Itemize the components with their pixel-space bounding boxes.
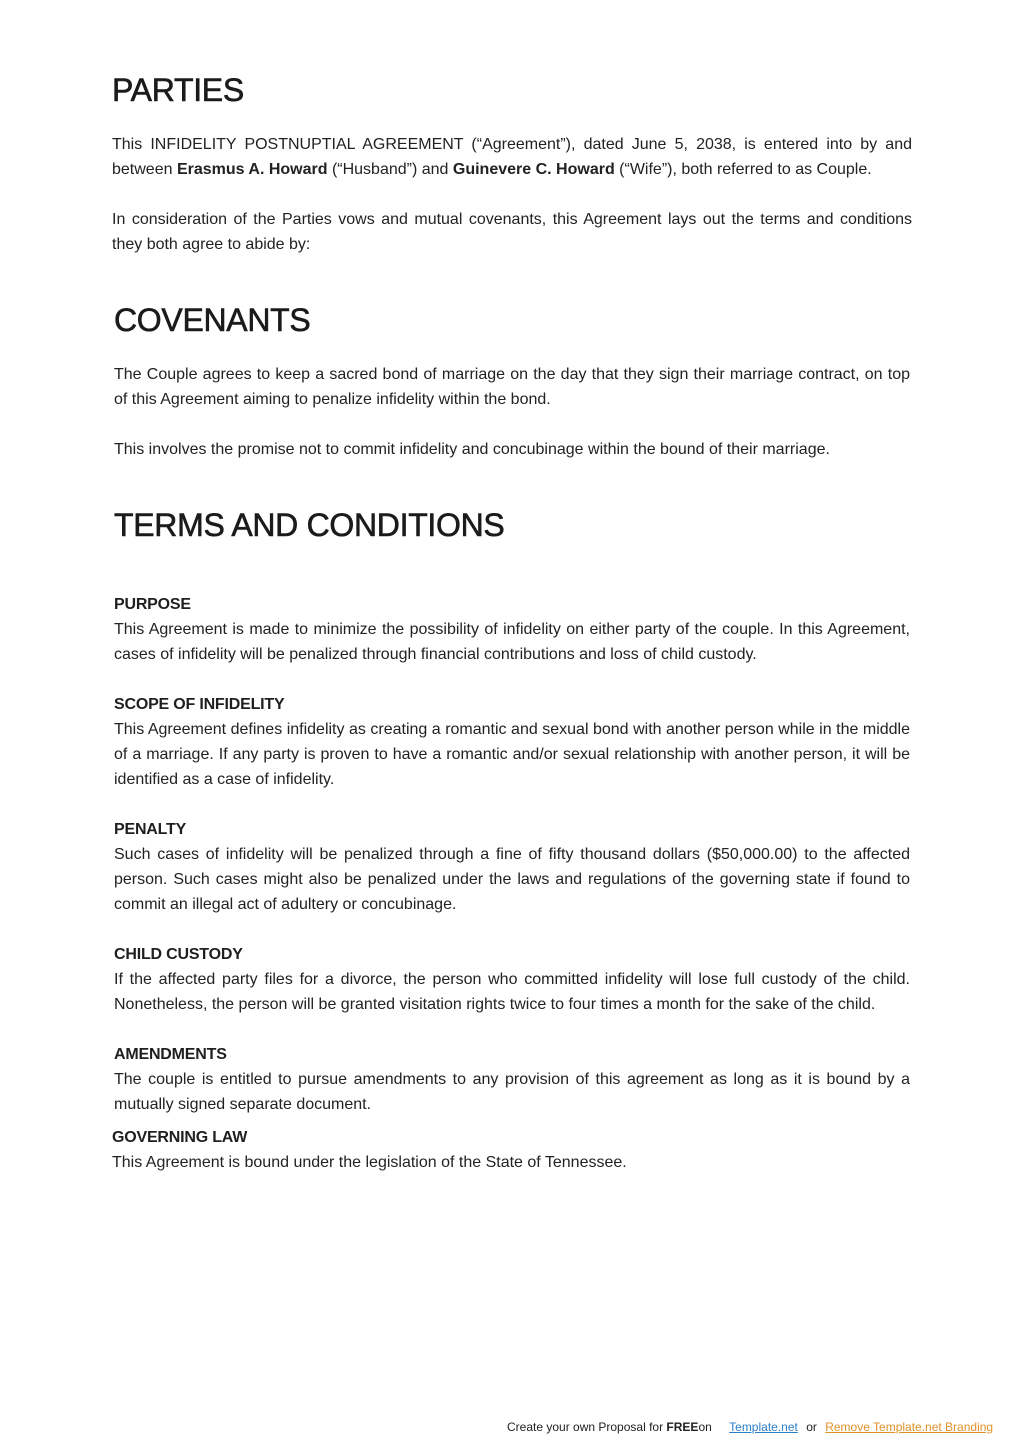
- parties-intro-paragraph: [112, 132, 912, 182]
- term-title: PURPOSE: [114, 596, 191, 613]
- governing-law-text: This Agreement is bound under the legislation of the State of Tennessee.: [112, 1154, 627, 1171]
- term-child-custody: [114, 942, 910, 1017]
- term-penalty: [114, 817, 910, 917]
- term-title: SCOPE OF INFIDELITY: [114, 696, 285, 713]
- parties-intro-text-c: (“Wife”), both referred to as Couple.: [614, 161, 872, 178]
- branding-footer: [507, 1419, 993, 1435]
- term-text: This Agreement defines infidelity as creating a romantic and sexual bond with another person while in the middle of a marriage. If any party is proven to have a romantic and/or sexual relationship with another person, it will be identified as a case of infidelity.: [114, 721, 910, 788]
- term-text: This Agreement is made to minimize the possibility of infidelity on either party of the couple. In this Agreement, cases of infidelity will be penalized through financial contributions and loss of child custody.: [114, 621, 910, 663]
- governing-law-title: GOVERNING LAW: [112, 1129, 248, 1146]
- covenants-paragraph-2: This involves the promise not to commit infidelity and concubinage within the bound of their marriage.: [114, 441, 830, 458]
- remove-branding-link[interactable]: Remove Template.net Branding: [825, 1420, 994, 1434]
- covenants-heading: COVENANTS: [114, 302, 311, 338]
- term-title: CHILD CUSTODY: [114, 946, 243, 963]
- covenants-paragraph-1: The Couple agrees to keep a sacred bond of marriage on the day that they sign their marriage contract, on top of this Agreement aiming to penalize infidelity within the bond.: [114, 366, 910, 408]
- template-net-link[interactable]: Template.net: [729, 1420, 798, 1434]
- governing-law-section: [112, 1125, 912, 1175]
- footer-prefix: Create your own Proposal for: [507, 1420, 667, 1434]
- footer-free: FREE: [666, 1420, 699, 1434]
- parties-consideration-paragraph: In consideration of the Parties vows and mutual covenants, this Agreement lays out the terms and conditions they both agree to abide by:: [112, 211, 912, 253]
- parties-intro-text-b: (“Husband”) and: [327, 161, 453, 178]
- wife-name: Guinevere C. Howard: [452, 161, 615, 178]
- husband-name: Erasmus A. Howard: [176, 161, 328, 178]
- term-scope-of-infidelity: [114, 692, 910, 792]
- terms-heading: TERMS AND CONDITIONS: [114, 507, 505, 543]
- term-text: Such cases of infidelity will be penalized through a fine of fifty thousand dollars ($50,000.00) to the affected person. Such cases might also be penalized under the laws and regulations of the governing state if found to commit an illegal act of adultery or concubinage.: [114, 846, 910, 913]
- term-text: The couple is entitled to pursue amendments to any provision of this agreement as long as it is bound by a mutually signed separate document.: [114, 1071, 910, 1113]
- parties-heading: PARTIES: [112, 72, 244, 108]
- term-text: If the affected party files for a divorce, the person who committed infidelity will lose full custody of the child. Nonetheless, the person will be granted visitation rights twice to four times a month for the sake of the child.: [114, 971, 910, 1013]
- term-amendments: [114, 1042, 910, 1117]
- covenants-section: [114, 300, 910, 462]
- parties-intro-text-a: This INFIDELITY POSTNUPTIAL AGREEMENT (“Agreement”), dated June 5, 2038, is entered into by and between: [112, 136, 912, 178]
- terms-section: [114, 505, 910, 1117]
- footer-or: or: [806, 1420, 817, 1434]
- term-title: PENALTY: [114, 821, 187, 838]
- footer-on: on: [698, 1420, 712, 1434]
- term-title: AMENDMENTS: [114, 1046, 227, 1063]
- term-purpose: [114, 592, 910, 667]
- parties-section: [112, 70, 912, 257]
